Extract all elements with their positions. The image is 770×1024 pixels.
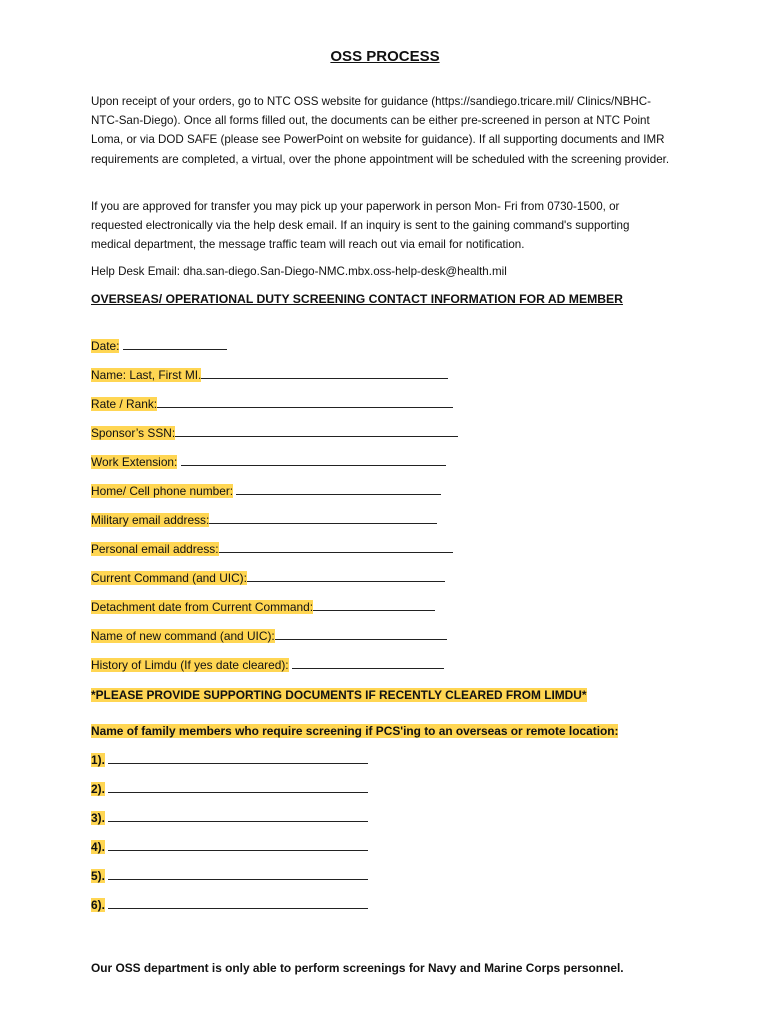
sponsor-ssn-label: Sponsor’s SSN: bbox=[91, 426, 176, 440]
family-member-number: 1). bbox=[91, 753, 105, 767]
family-member-4 bbox=[91, 839, 368, 855]
rate-rank-field bbox=[91, 396, 453, 412]
rate-rank-label: Rate / Rank: bbox=[91, 397, 158, 411]
family-member-number: 4). bbox=[91, 840, 105, 854]
name-label: Name: Last, First MI. bbox=[91, 368, 202, 382]
family-member-5 bbox=[91, 868, 368, 884]
work-extension-blank[interactable] bbox=[181, 454, 446, 466]
current-command-label: Current Command (and UIC): bbox=[91, 571, 247, 585]
new-command-field bbox=[91, 628, 447, 644]
family-member-blank[interactable] bbox=[108, 868, 368, 880]
phone-label: Home/ Cell phone number: bbox=[91, 484, 234, 498]
sponsor-ssn-field bbox=[91, 425, 458, 441]
family-member-blank[interactable] bbox=[108, 810, 368, 822]
detachment-date-field bbox=[91, 599, 435, 615]
family-member-blank[interactable] bbox=[108, 897, 368, 909]
family-member-number: 2). bbox=[91, 782, 105, 796]
family-member-3 bbox=[91, 810, 368, 826]
work-extension-field bbox=[91, 454, 446, 470]
date-label: Date: bbox=[91, 339, 120, 353]
family-member-number: 6). bbox=[91, 898, 105, 912]
help-desk-email: Help Desk Email: dha.san-diego.San-Diego-NMC.mbx.oss-help-desk@health.mil bbox=[91, 265, 507, 278]
new-command-label: Name of new command (and UIC): bbox=[91, 629, 275, 643]
family-member-6 bbox=[91, 897, 368, 913]
date-blank[interactable] bbox=[123, 338, 227, 350]
phone-blank[interactable] bbox=[236, 483, 441, 495]
name-field bbox=[91, 367, 448, 383]
rate-rank-blank[interactable] bbox=[157, 396, 453, 408]
detachment-date-blank[interactable] bbox=[313, 599, 435, 611]
section-heading: OVERSEAS/ OPERATIONAL DUTY SCREENING CONTACT INFORMATION FOR AD MEMBER bbox=[91, 292, 623, 306]
footer-note: Our OSS department is only able to perform screenings for Navy and Marine Corps personnel. bbox=[91, 961, 624, 975]
limdu-history-label: History of Limdu (If yes date cleared): bbox=[91, 658, 289, 672]
military-email-blank[interactable] bbox=[209, 512, 437, 524]
military-email-label: Military email address: bbox=[91, 513, 210, 527]
sponsor-ssn-blank[interactable] bbox=[175, 425, 458, 437]
name-blank[interactable] bbox=[201, 367, 448, 379]
phone-field bbox=[91, 483, 441, 499]
family-member-blank[interactable] bbox=[108, 781, 368, 793]
family-member-2 bbox=[91, 781, 368, 797]
date-field bbox=[91, 338, 227, 354]
limdu-history-blank[interactable] bbox=[292, 657, 444, 669]
page-title: OSS PROCESS bbox=[330, 48, 440, 65]
transfer-paragraph: If you are approved for transfer you may pick up your paperwork in person Mon- Fri from 0730-1500, or requested electronically via the help desk email. If an inquiry is sent to the gaining command's supporting medical department, the message traffic team will reach out via email for notification. bbox=[91, 200, 630, 252]
family-member-blank[interactable] bbox=[108, 839, 368, 851]
family-heading bbox=[91, 723, 618, 739]
limdu-note bbox=[91, 687, 587, 703]
current-command-field bbox=[91, 570, 445, 586]
work-extension-label: Work Extension: bbox=[91, 455, 178, 469]
family-heading-text: Name of family members who require screening if PCS'ing to an overseas or remote location: bbox=[91, 724, 619, 738]
intro-paragraph: Upon receipt of your orders, go to NTC OSS website for guidance (https://sandiego.tricare.mil/ Clinics/NBHC-NTC-San-Diego). Once all forms filled out, the documents can be either pre-screened in person at NTC Point Loma, or via DOD SAFE (please see PowerPoint on website for guidance). If all supporting documents and IMR requirements are completed, a virtual, over the phone appointment will be scheduled with the screening provider. bbox=[91, 95, 670, 166]
new-command-blank[interactable] bbox=[275, 628, 447, 640]
limdu-history-field bbox=[91, 657, 444, 673]
personal-email-label: Personal email address: bbox=[91, 542, 219, 556]
family-member-1 bbox=[91, 752, 368, 768]
family-member-number: 3). bbox=[91, 811, 105, 825]
family-member-number: 5). bbox=[91, 869, 105, 883]
personal-email-field bbox=[91, 541, 453, 557]
limdu-note-text: *PLEASE PROVIDE SUPPORTING DOCUMENTS IF RECENTLY CLEARED FROM LIMDU* bbox=[91, 688, 587, 702]
family-member-blank[interactable] bbox=[108, 752, 368, 764]
military-email-field bbox=[91, 512, 437, 528]
detachment-date-label: Detachment date from Current Command: bbox=[91, 600, 314, 614]
current-command-blank[interactable] bbox=[247, 570, 445, 582]
personal-email-blank[interactable] bbox=[219, 541, 453, 553]
